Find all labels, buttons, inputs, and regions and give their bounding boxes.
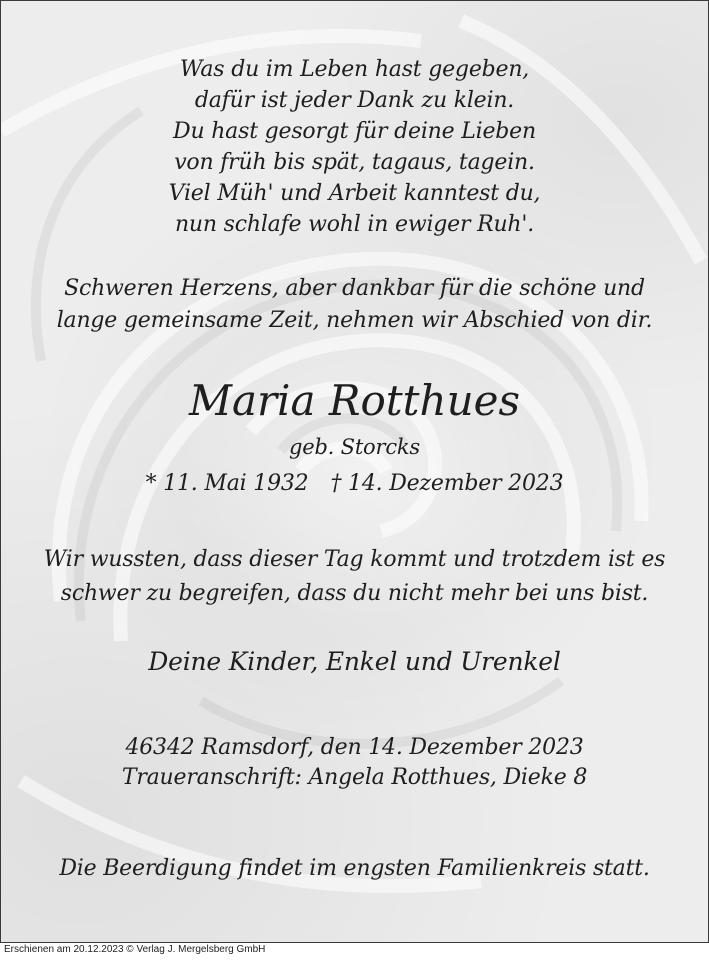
poem-line: Viel Müh' und Arbeit kanntest du, — [168, 181, 541, 206]
death-date: † 14. Dezember 2023 — [330, 471, 564, 496]
mourning-address: Traueranschrift: Angela Rotthues, Dieke 8 — [121, 765, 588, 790]
family-signature: Deine Kinder, Enkel und Urenkel — [148, 647, 561, 676]
poem-line: Du hast gesorgt für deine Lieben — [173, 119, 536, 144]
farewell-line: Schweren Herzens, aber dankbar für die schöne und — [64, 276, 645, 301]
maiden-name: geb. Storcks — [288, 435, 421, 459]
poem-line: nun schlafe wohl in ewiger Ruh'. — [174, 212, 535, 237]
deceased-name: Maria Rotthues — [188, 376, 521, 425]
birth-date: * 11. Mai 1932 — [145, 471, 309, 496]
farewell-text — [1, 273, 708, 337]
place-date: 46342 Ramsdorf, den 14. Dezember 2023 — [125, 735, 584, 760]
funeral-note: Die Beerdigung findet im engsten Familienkreis statt. — [59, 856, 650, 881]
poem-line: Was du im Leben hast gegeben, — [179, 57, 530, 82]
condolence-quote — [1, 543, 708, 611]
poem-line: von früh bis spät, tagaus, tagein. — [174, 150, 535, 175]
place-and-address — [1, 733, 708, 793]
publication-credit: Erschienen am 20.12.2023 © Verlag J. Mergelsberg GmbH — [4, 944, 266, 955]
poem — [1, 54, 708, 240]
farewell-line: lange gemeinsame Zeit, nehmen wir Abschied von dir. — [56, 308, 653, 333]
poem-line: dafür ist jeder Dank zu klein. — [194, 88, 515, 113]
quote-line: schwer zu begreifen, dass du nicht mehr bei uns bist. — [60, 581, 649, 606]
quote-line: Wir wussten, dass dieser Tag kommt und trotzdem ist es — [43, 547, 666, 572]
life-dates — [1, 469, 708, 499]
